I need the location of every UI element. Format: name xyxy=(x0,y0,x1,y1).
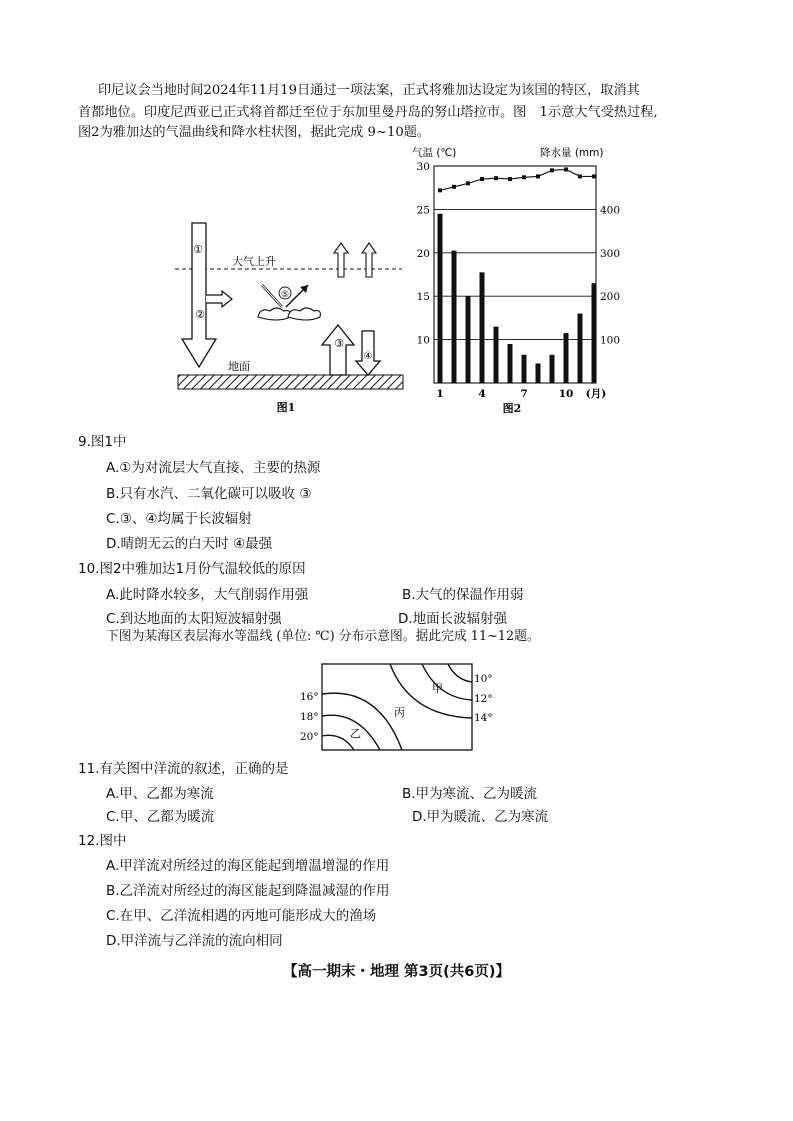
isotherm-label-16: 16° xyxy=(300,691,319,703)
precipitation-bar xyxy=(578,314,583,383)
intro-line-1: 印尼议会当地时间2024年11月19日通过一项法案，正式将雅加达设定为该国的特区，取消其 xyxy=(98,83,640,98)
left-tick-label: 15 xyxy=(416,291,430,304)
left-tick-label: 25 xyxy=(416,204,430,217)
temperature-point xyxy=(494,176,498,180)
right-tick-label: 400 xyxy=(600,204,621,217)
marker-2: ② xyxy=(195,308,205,321)
precipitation-bar xyxy=(522,355,527,383)
temperature-point xyxy=(452,185,456,189)
temperature-point xyxy=(480,177,484,181)
temperature-line xyxy=(440,169,594,190)
temperature-point xyxy=(438,188,442,192)
precipitation-bar xyxy=(494,327,499,383)
temperature-point xyxy=(466,181,470,185)
q10-option-d[interactable]: D.地面长波辐射强 xyxy=(398,611,508,627)
label-ground: 地面 xyxy=(228,360,250,373)
q11-option-c[interactable]: C.甲、乙都为暖流 xyxy=(106,809,215,825)
ground-surface xyxy=(178,375,403,389)
q11-stem: 11.有关图中洋流的叙述，正确的是 xyxy=(78,761,289,777)
precipitation-bar xyxy=(452,251,457,383)
x-tick-label: 4 xyxy=(478,388,486,400)
q9-option-d[interactable]: D.晴朗无云的白天时 ④最强 xyxy=(106,536,273,552)
q9-option-c[interactable]: C.③、④均属于长波辐射 xyxy=(106,511,252,527)
right-tick-label: 300 xyxy=(600,247,621,260)
q9-option-b[interactable]: B.只有水汽、二氧化碳可以吸收 ③ xyxy=(106,486,312,502)
temperature-point xyxy=(522,175,526,179)
precipitation-bar xyxy=(480,272,485,383)
temperature-point xyxy=(508,177,512,181)
figure-1-diagram xyxy=(170,215,410,415)
temperature-point xyxy=(592,174,596,178)
q12-stem: 12.图中 xyxy=(78,833,127,849)
q11-option-d[interactable]: D.甲为暖流、乙为寒流 xyxy=(412,809,549,825)
isotherm-label-18: 18° xyxy=(300,711,319,723)
precipitation-bar xyxy=(592,283,597,383)
temperature-point xyxy=(550,168,554,172)
x-tick-label: 1 xyxy=(436,388,444,400)
right-axis-title: 降水量 (mm) xyxy=(540,147,604,159)
isotherm-label-14: 14° xyxy=(474,712,493,724)
marker-1: ① xyxy=(193,243,203,256)
q10-option-a[interactable]: A.此时降水较多，大气削弱作用强 xyxy=(106,587,309,603)
label-atmosphere-rise: 大气上升 xyxy=(232,255,276,268)
precipitation-bar xyxy=(508,344,513,383)
q11-option-b[interactable]: B.甲为寒流、乙为暖流 xyxy=(402,786,538,802)
q9-stem: 9.图1中 xyxy=(78,434,127,450)
temperature-point xyxy=(578,174,582,178)
precipitation-bar xyxy=(564,333,569,383)
intro-line-3: 图2为雅加达的气温曲线和降水柱状图，据此完成 9~10题。 xyxy=(78,125,431,140)
label-jia: 甲 xyxy=(432,682,443,695)
precipitation-bar xyxy=(536,363,541,383)
marker-3: ③ xyxy=(334,337,344,350)
q10-option-b[interactable]: B.大气的保温作用弱 xyxy=(402,587,524,603)
q12-option-a[interactable]: A.甲洋流对所经过的海区能起到增温增湿的作用 xyxy=(106,858,390,874)
figure-2-caption: 图2 xyxy=(502,402,522,415)
q10-stem: 10.图2中雅加达1月份气温较低的原因 xyxy=(78,561,306,577)
q11-option-a[interactable]: A.甲、乙都为寒流 xyxy=(106,786,214,802)
temperature-point xyxy=(536,174,540,178)
left-axis-title: 气温 (℃) xyxy=(412,147,457,159)
isotherm-label-20: 20° xyxy=(300,731,319,743)
precipitation-bar xyxy=(466,296,471,383)
figure-3-isotherm-map xyxy=(298,660,498,756)
q12-option-c[interactable]: C.在甲、乙洋流相遇的丙地可能形成大的渔场 xyxy=(106,908,377,924)
q12-option-d[interactable]: D.甲洋流与乙洋流的流向相同 xyxy=(106,933,283,949)
ground-radiation-arrow xyxy=(322,325,354,375)
left-tick-label: 30 xyxy=(416,161,430,173)
precipitation-bar xyxy=(550,355,555,383)
x-tick-label: 7 xyxy=(520,388,528,400)
q9-option-a[interactable]: A.①为对流层大气直接、主要的热源 xyxy=(106,460,321,476)
left-tick-label: 20 xyxy=(416,247,430,260)
x-tick-label: 10 xyxy=(558,388,574,400)
temperature-point xyxy=(564,167,568,171)
marker-4: ④ xyxy=(363,351,373,362)
left-tick-label: 10 xyxy=(416,334,430,347)
figure-2-climate-chart xyxy=(406,140,626,418)
q12-option-b[interactable]: B.乙洋流对所经过的海区能起到降温减湿的作用 xyxy=(106,883,390,899)
intro-line-2: 首都地位。印度尼西亚已正式将首都迁至位于东加里曼丹岛的努山塔拉市。图 1示意大气受热过程, xyxy=(78,105,658,120)
isotherm-label-10: 10° xyxy=(474,673,493,685)
right-tick-label: 100 xyxy=(600,334,621,347)
label-bing: 丙 xyxy=(394,706,405,719)
marker-5: ⑤ xyxy=(280,290,290,300)
label-yi: 乙 xyxy=(350,727,361,740)
figure-1-caption: 图1 xyxy=(276,401,296,414)
q10-option-c[interactable]: C.到达地面的太阳短波辐射强 xyxy=(106,611,282,627)
isotherm-label-12: 12° xyxy=(474,693,493,705)
intro-11-12: 下图为某海区表层海水等温线 (单位: ℃) 分布示意图。据此完成 11~12题。 xyxy=(106,629,540,644)
plot-frame xyxy=(434,166,596,383)
precipitation-bar xyxy=(438,214,443,383)
x-unit-label: (月) xyxy=(585,388,607,400)
right-tick-label: 200 xyxy=(600,291,621,304)
page-footer: 【高一期末・地理 第3页(共6页)】 xyxy=(283,964,510,980)
